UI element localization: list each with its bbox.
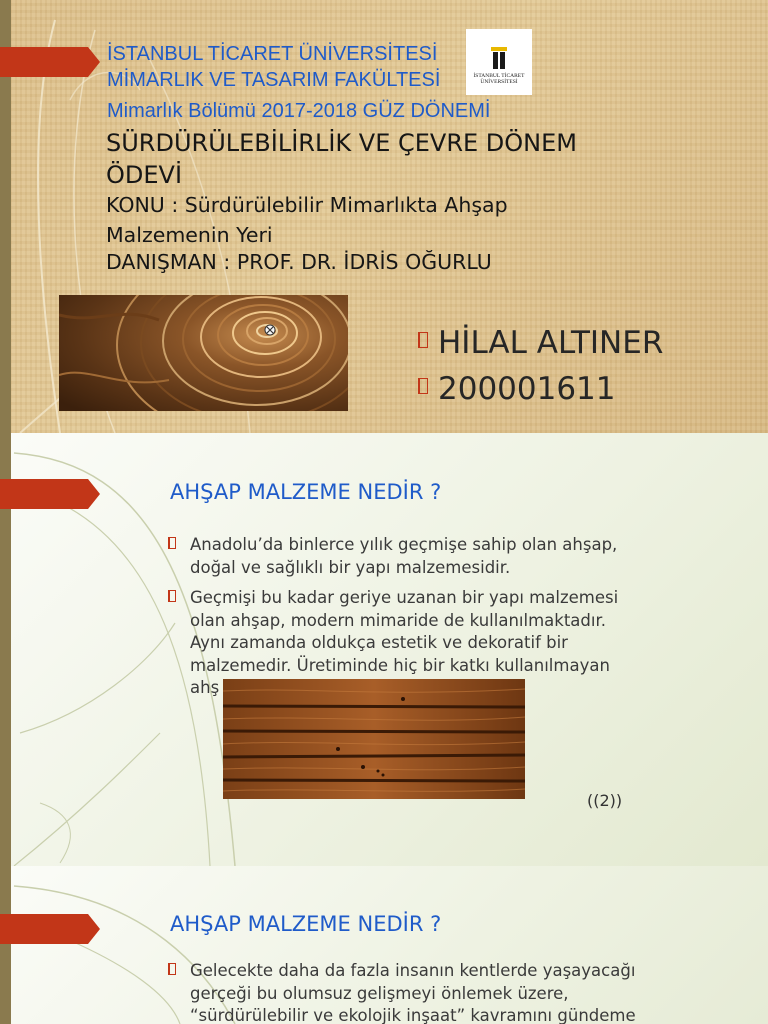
- topic-line-1: KONU : Sürdürülebilir Mimarlıkta Ahşap: [106, 193, 508, 217]
- slide-heading: AHŞAP MALZEME NEDİR ?: [170, 912, 442, 936]
- department-name: Mimarlık Bölümü 2017-2018 GÜZ DÖNEMİ: [107, 100, 491, 122]
- bullet-item: Gelecekte daha da fazla insanın kentlerde yaşayacağı gerçeği bu olumsuz gelişmeyi önlemek üzere, “sürdürülebilir ve ekolojik inşaat” kavramını gündeme: [168, 960, 728, 1024]
- bullet-marker-icon: [168, 590, 176, 602]
- topic-line-2: Malzemenin Yeri: [106, 223, 273, 247]
- slide-heading: AHŞAP MALZEME NEDİR ?: [170, 480, 442, 504]
- bullet-marker-icon: [418, 332, 428, 348]
- bullet-list: [168, 534, 698, 700]
- content-slide-1: [0, 433, 768, 866]
- bullet-list: [168, 960, 728, 1024]
- wood-planks-photo: [223, 679, 525, 799]
- student-id-item: [418, 371, 616, 407]
- content-slide-2: [0, 866, 768, 1024]
- advisor-line: DANIŞMAN : PROF. DR. İDRİS OĞURLU: [106, 250, 492, 274]
- logo-text-1: İSTANBUL TİCARET: [473, 73, 525, 79]
- faculty-name: MİMARLIK VE TASARIM FAKÜLTESİ: [107, 69, 441, 91]
- logo-text-2: ÜNİVERSİTESİ: [480, 79, 518, 85]
- title-line-1: SÜRDÜRÜLEBİLİRLİK VE ÇEVRE DÖNEM: [106, 129, 577, 157]
- red-arrow-tab: [0, 914, 100, 944]
- bullet-marker-icon: [168, 963, 176, 975]
- title-slide: [0, 0, 768, 433]
- bullet-item: Geçmişi bu kadar geriye uzanan bir yapı malzemesi olan ahşap, modern mimaride de kullanılmaktadır. Aynı zamanda oldukça estetik ve dekoratif bir malzemedir. Üretiminde hiç bir katkı kullanılmayan ahş: [168, 587, 698, 700]
- wood-grain-photo: [59, 295, 348, 411]
- logo-mark-icon: [491, 47, 507, 69]
- university-name: İSTANBUL TİCARET ÜNİVERSİTESİ: [107, 43, 438, 65]
- citation: ((2)): [587, 791, 623, 810]
- red-arrow-tab: [0, 479, 100, 509]
- bullet-marker-icon: [418, 378, 428, 394]
- red-arrow-tab: [0, 47, 100, 77]
- student-name: HİLAL ALTINER: [438, 325, 664, 361]
- bullet-marker-icon: [168, 537, 176, 549]
- university-logo: [466, 29, 532, 95]
- student-name-item: [418, 325, 663, 361]
- title-line-2: ÖDEVİ: [106, 161, 183, 189]
- student-id: 200001611: [438, 371, 616, 407]
- bullet-item: Anadolu’da binlerce yılık geçmişe sahip olan ahşap, doğal ve sağlıklı bir yapı malzemesidir.: [168, 534, 698, 579]
